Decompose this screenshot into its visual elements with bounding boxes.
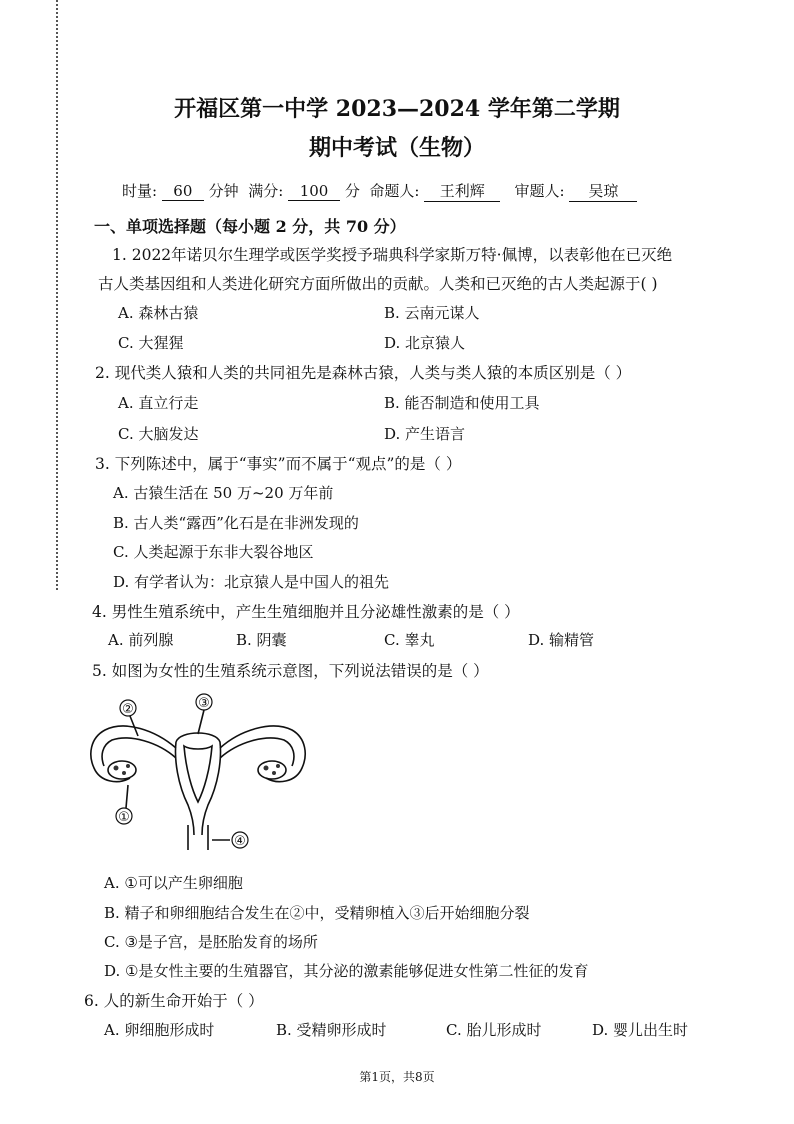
- q4-option-d: D. 输精管: [528, 631, 595, 649]
- author-value: 王利辉: [424, 180, 500, 202]
- q6-option-a: A. 卵细胞形成时: [104, 1021, 215, 1039]
- q2-option-b: B. 能否制造和使用工具: [384, 394, 540, 412]
- q3-option-c: C. 人类起源于东非大裂谷地区: [113, 543, 314, 561]
- score-label: 满分:: [248, 182, 284, 200]
- q5-stem: 5. 如图为女性的生殖系统示意图，下列说法错误的是（ ）: [92, 662, 489, 680]
- q3-option-a: A. 古猿生活在 50 万~20 万年前: [113, 484, 334, 502]
- q6-option-d: D. 婴儿出生时: [592, 1021, 689, 1039]
- q2-stem: 2. 现代类人猿和人类的共同祖先是森林古猿，人类与类人猿的本质区别是（ ）: [95, 364, 632, 382]
- q1-stem-line1: 1. 2022年诺贝尔生理学或医学奖授予瑞典科学家斯万特·佩博，以表彰他在已灭绝: [112, 246, 673, 264]
- time-value: 60: [162, 182, 204, 201]
- exam-info: [122, 180, 637, 202]
- q2-option-d: D. 产生语言: [384, 425, 466, 443]
- q4-option-a: A. 前列腺: [108, 631, 174, 649]
- q1-option-b: B. 云南元谋人: [384, 304, 480, 322]
- label-4: ④: [234, 834, 246, 849]
- author-label: 命题人:: [369, 182, 420, 200]
- q5-option-b: B. 精子和卵细胞结合发生在②中，受精卵植入③后开始细胞分裂: [104, 904, 530, 922]
- label-3: ③: [198, 696, 210, 711]
- time-label: 时量:: [122, 182, 158, 200]
- q3-option-b: B. 古人类“露西”化石是在非洲发现的: [113, 514, 359, 532]
- q2-option-c: C. 大脑发达: [118, 425, 199, 443]
- q4-option-b: B. 阴囊: [236, 631, 287, 649]
- diagram-outline: [91, 710, 305, 850]
- q1-option-c: C. 大猩猩: [118, 334, 184, 352]
- q4-stem: 4. 男性生殖系统中，产生生殖细胞并且分泌雄性激素的是（ ）: [92, 603, 520, 621]
- binding-margin-line: [56, 0, 66, 590]
- ovary-texture: [114, 764, 281, 775]
- reviewer-value: 吴琼: [569, 180, 637, 202]
- page-footer: 第1页，共8页: [359, 1070, 435, 1084]
- q1-stem-line2: 古人类基因组和人类进化研究方面所做出的贡献。人类和已灭绝的古人类起源于( ): [98, 275, 658, 293]
- q5-option-d: D. ①是女性主要的生殖器官，其分泌的激素能够促进女性第二性征的发育: [104, 962, 589, 980]
- q5-option-c: C. ③是子宫，是胚胎发育的场所: [104, 933, 318, 951]
- label-1: ①: [118, 810, 130, 825]
- q6-stem: 6. 人的新生命开始于（ ）: [84, 992, 264, 1010]
- q6-option-b: B. 受精卵形成时: [276, 1021, 387, 1039]
- label-2: ②: [122, 702, 134, 717]
- q6-option-c: C. 胎儿形成时: [446, 1021, 542, 1039]
- q4-option-c: C. 睾丸: [384, 631, 435, 649]
- reviewer-label: 审题人:: [514, 182, 565, 200]
- time-unit: 分钟: [208, 182, 239, 200]
- q1-option-d: D. 北京猿人: [384, 334, 466, 352]
- page-subtitle: 期中考试（生物）: [308, 135, 485, 161]
- section-heading: 一、单项选择题（每小题 2 分，共 70 分）: [94, 217, 406, 236]
- q2-option-a: A. 直立行走: [118, 394, 199, 412]
- q3-option-d: D. 有学者认为：北京猿人是中国人的祖先: [113, 573, 390, 591]
- q5-option-a: A. ①可以产生卵细胞: [104, 874, 243, 892]
- female-reproductive-system-diagram: [80, 690, 320, 860]
- q3-stem: 3. 下列陈述中，属于“事实”而不属于“观点”的是（ ）: [95, 455, 462, 473]
- score-value: 100: [288, 182, 340, 201]
- page-title: 开福区第一中学 2023—2024 学年第二学期: [174, 96, 620, 122]
- q1-option-a: A. 森林古猿: [118, 304, 199, 322]
- score-unit: 分: [344, 182, 360, 200]
